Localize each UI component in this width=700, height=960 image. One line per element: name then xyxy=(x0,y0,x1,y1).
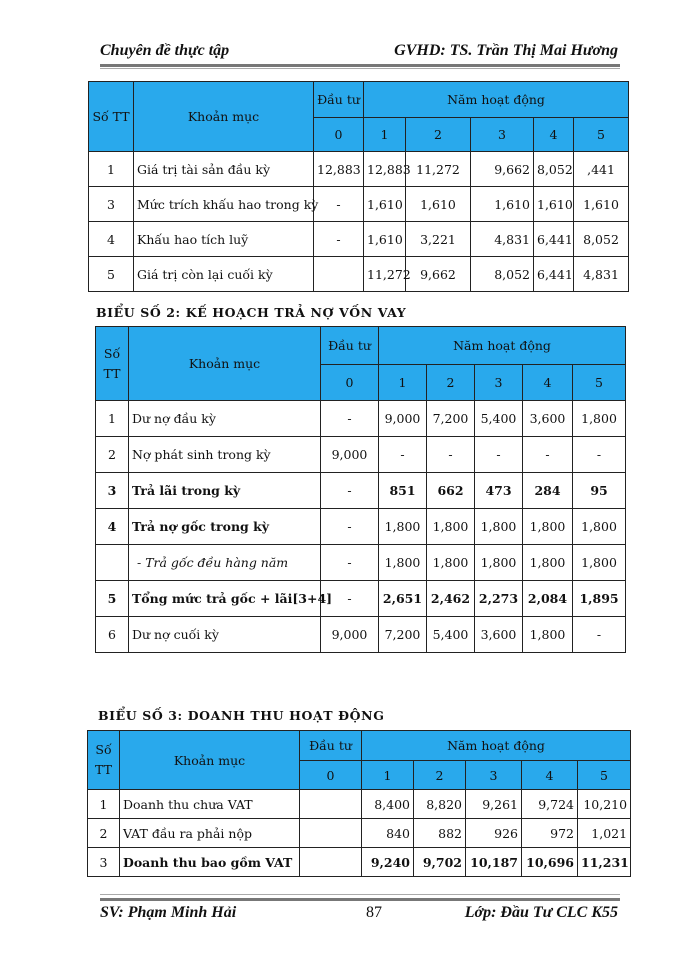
table-cell: 1,610 xyxy=(364,222,406,257)
table-cell: 1,610 xyxy=(406,187,471,222)
table-cell: 3 xyxy=(88,848,120,877)
table-cell: 10,210 xyxy=(578,790,631,819)
table-cell: 1,800 xyxy=(475,509,523,545)
table-cell: Tổng mức trả gốc + lãi[3+4] xyxy=(129,581,321,617)
year-col-header: 1 xyxy=(379,365,427,401)
table-row xyxy=(88,819,631,848)
table-cell: 8,052 xyxy=(471,257,534,292)
table-cell: - xyxy=(523,437,573,473)
table-cell: 10,696 xyxy=(522,848,578,877)
col-years-header: Năm hoạt động xyxy=(362,731,631,761)
table-cell: 4 xyxy=(89,222,134,257)
table-cell: 882 xyxy=(414,819,466,848)
table-cell: 11,231 xyxy=(578,848,631,877)
table-cell: 9,724 xyxy=(522,790,578,819)
table-cell: 6 xyxy=(96,617,129,653)
header-rule xyxy=(100,64,620,67)
table-cell: 9,000 xyxy=(321,437,379,473)
page-header xyxy=(100,40,618,64)
table-cell: 8,400 xyxy=(362,790,414,819)
table-cell: 2,651 xyxy=(379,581,427,617)
header-rule-thin xyxy=(100,68,620,69)
col-stt-header: Số TT xyxy=(89,82,134,152)
year-col-header: 2 xyxy=(427,365,475,401)
col-item-header: Khoản mục xyxy=(134,82,314,152)
table-cell: 5 xyxy=(89,257,134,292)
year-col-header: 4 xyxy=(522,761,578,790)
depreciation-table xyxy=(88,81,629,292)
year-col-header: 1 xyxy=(364,118,406,152)
table-cell: 11,272 xyxy=(364,257,406,292)
table-cell: 3,600 xyxy=(523,401,573,437)
table-cell: Trả lãi trong kỳ xyxy=(129,473,321,509)
table-cell: Trả nợ gốc trong kỳ xyxy=(129,509,321,545)
revenue-table xyxy=(87,730,631,877)
col-invest-header: Đầu tư xyxy=(314,82,364,118)
table-row xyxy=(96,617,626,653)
table-cell: - xyxy=(321,473,379,509)
table-row xyxy=(89,187,629,222)
table-cell: 1,610 xyxy=(534,187,574,222)
col-item-header: Khoản mục xyxy=(129,327,321,401)
table-cell: 5,400 xyxy=(427,617,475,653)
table-cell: 1,610 xyxy=(364,187,406,222)
table-cell: 1 xyxy=(96,401,129,437)
table-cell: 2 xyxy=(96,437,129,473)
table-cell: 6,441 xyxy=(534,257,574,292)
table-cell: VAT đầu ra phải nộp xyxy=(120,819,300,848)
footer-class: Lớp: Đầu Tư CLC K55 xyxy=(464,904,618,921)
table-cell: 1,800 xyxy=(427,509,475,545)
table2-caption: BIỂU SỐ 2: KẾ HOẠCH TRẢ NỢ VỐN VAY xyxy=(96,305,407,320)
table-cell: 4,831 xyxy=(574,257,629,292)
table-cell: - xyxy=(573,437,626,473)
col-years-header: Năm hoạt động xyxy=(379,327,626,365)
table-cell: 2,462 xyxy=(427,581,475,617)
year-col-header: 5 xyxy=(578,761,631,790)
table-cell: 11,272 xyxy=(406,152,471,187)
table-cell: Dư nợ đầu kỳ xyxy=(129,401,321,437)
table-cell: - xyxy=(379,437,427,473)
table-row xyxy=(89,222,629,257)
table-cell: - xyxy=(475,437,523,473)
table-row xyxy=(89,152,629,187)
table-cell: 2,273 xyxy=(475,581,523,617)
table-cell: 9,662 xyxy=(471,152,534,187)
footer-student: SV: Phạm Minh Hải xyxy=(100,904,237,921)
footer-rule xyxy=(100,898,620,901)
table-cell: 9,000 xyxy=(379,401,427,437)
table-cell: 926 xyxy=(466,819,522,848)
year-col-header: 4 xyxy=(534,118,574,152)
table-cell: 1 xyxy=(88,790,120,819)
table-cell: ,441 xyxy=(574,152,629,187)
table-cell: 1,800 xyxy=(573,509,626,545)
table-cell: 1,895 xyxy=(573,581,626,617)
year-col-header: 4 xyxy=(523,365,573,401)
table3-caption: BIỂU SỐ 3: DOANH THU HOẠT ĐỘNG xyxy=(98,708,385,723)
table-cell: 8,820 xyxy=(414,790,466,819)
table-cell: - xyxy=(321,545,379,581)
table-cell: 2,084 xyxy=(523,581,573,617)
col-stt-header: Số TT xyxy=(96,327,129,401)
table-cell: 9,662 xyxy=(406,257,471,292)
table-cell: 1,800 xyxy=(523,509,573,545)
table-cell: - xyxy=(314,187,364,222)
table-cell: 8,052 xyxy=(534,152,574,187)
table-row xyxy=(96,473,626,509)
table-row xyxy=(96,437,626,473)
table-cell: Giá trị tài sản đầu kỳ xyxy=(134,152,314,187)
year-col-header: 5 xyxy=(574,118,629,152)
header-topic: Chuyên đề thực tập xyxy=(100,42,230,59)
table-cell: 1,800 xyxy=(523,545,573,581)
year-col-header: 0 xyxy=(321,365,379,401)
table-cell: 1,800 xyxy=(523,617,573,653)
table-row xyxy=(96,401,626,437)
table-cell: Dư nợ cuối kỳ xyxy=(129,617,321,653)
year-col-header: 3 xyxy=(466,761,522,790)
table-cell: 4 xyxy=(96,509,129,545)
table-row xyxy=(88,790,631,819)
table-cell: Khấu hao tích luỹ xyxy=(134,222,314,257)
table-cell: 7,200 xyxy=(379,617,427,653)
table-cell xyxy=(300,848,362,877)
table-cell: 662 xyxy=(427,473,475,509)
table-cell: 7,200 xyxy=(427,401,475,437)
table-cell: Giá trị còn lại cuối kỳ xyxy=(134,257,314,292)
page-number: 87 xyxy=(366,904,382,921)
table-cell: 1,021 xyxy=(578,819,631,848)
table-cell: 284 xyxy=(523,473,573,509)
col-item-header: Khoản mục xyxy=(120,731,300,790)
year-col-header: 1 xyxy=(362,761,414,790)
table-cell: 1,800 xyxy=(475,545,523,581)
table-cell: 1 xyxy=(89,152,134,187)
table-cell: - xyxy=(573,617,626,653)
table-cell: 1,800 xyxy=(379,509,427,545)
table-cell: Doanh thu bao gồm VAT xyxy=(120,848,300,877)
year-col-header: 2 xyxy=(414,761,466,790)
table-cell: 972 xyxy=(522,819,578,848)
col-invest-header: Đầu tư xyxy=(321,327,379,365)
table-cell: - xyxy=(321,509,379,545)
table-cell: 1,800 xyxy=(573,545,626,581)
table-cell: 2 xyxy=(88,819,120,848)
table-cell: 5,400 xyxy=(475,401,523,437)
table-cell: - xyxy=(314,222,364,257)
table-cell: - Trả gốc đều hàng năm xyxy=(129,545,321,581)
table-cell: 12,883 xyxy=(314,152,364,187)
table-cell: 8,052 xyxy=(574,222,629,257)
table-cell: 3 xyxy=(96,473,129,509)
year-col-header: 0 xyxy=(300,761,362,790)
table-cell: 840 xyxy=(362,819,414,848)
table-cell: 1,800 xyxy=(427,545,475,581)
year-col-header: 3 xyxy=(475,365,523,401)
table-row xyxy=(89,257,629,292)
table-cell: 3,600 xyxy=(475,617,523,653)
table-cell: 1,800 xyxy=(573,401,626,437)
table-row xyxy=(96,509,626,545)
table-cell: 3 xyxy=(89,187,134,222)
table-cell: 9,702 xyxy=(414,848,466,877)
table-cell: 4,831 xyxy=(471,222,534,257)
table-cell: 12,883 xyxy=(364,152,406,187)
table-cell: 9,000 xyxy=(321,617,379,653)
page-footer xyxy=(100,904,618,928)
col-invest-header: Đầu tư xyxy=(300,731,362,761)
header-advisor: GVHD: TS. Trần Thị Mai Hương xyxy=(394,42,618,59)
loan-repayment-table xyxy=(95,326,626,653)
table-cell: 1,610 xyxy=(574,187,629,222)
year-col-header: 3 xyxy=(471,118,534,152)
year-col-header: 0 xyxy=(314,118,364,152)
table-cell: 473 xyxy=(475,473,523,509)
table-cell xyxy=(96,545,129,581)
table-row xyxy=(96,581,626,617)
table-cell: 9,240 xyxy=(362,848,414,877)
table-cell xyxy=(300,819,362,848)
table-cell: 1,800 xyxy=(379,545,427,581)
table-cell xyxy=(314,257,364,292)
table-cell: 10,187 xyxy=(466,848,522,877)
year-col-header: 2 xyxy=(406,118,471,152)
table-cell: 3,221 xyxy=(406,222,471,257)
table-cell: 6,441 xyxy=(534,222,574,257)
year-col-header: 5 xyxy=(573,365,626,401)
table-cell: Mức trích khấu hao trong kỳ xyxy=(134,187,314,222)
table-cell: 1,610 xyxy=(471,187,534,222)
table-cell xyxy=(300,790,362,819)
table-row xyxy=(96,545,626,581)
table-cell: - xyxy=(321,581,379,617)
col-years-header: Năm hoạt động xyxy=(364,82,629,118)
table-cell: Nợ phát sinh trong kỳ xyxy=(129,437,321,473)
table-cell: - xyxy=(321,401,379,437)
table-cell: - xyxy=(427,437,475,473)
table-cell: 9,261 xyxy=(466,790,522,819)
table-row xyxy=(88,848,631,877)
footer-rule-thin xyxy=(100,894,620,895)
table-cell: 851 xyxy=(379,473,427,509)
table-cell: Doanh thu chưa VAT xyxy=(120,790,300,819)
table-cell: 95 xyxy=(573,473,626,509)
table-cell: 5 xyxy=(96,581,129,617)
col-stt-header: Số TT xyxy=(88,731,120,790)
